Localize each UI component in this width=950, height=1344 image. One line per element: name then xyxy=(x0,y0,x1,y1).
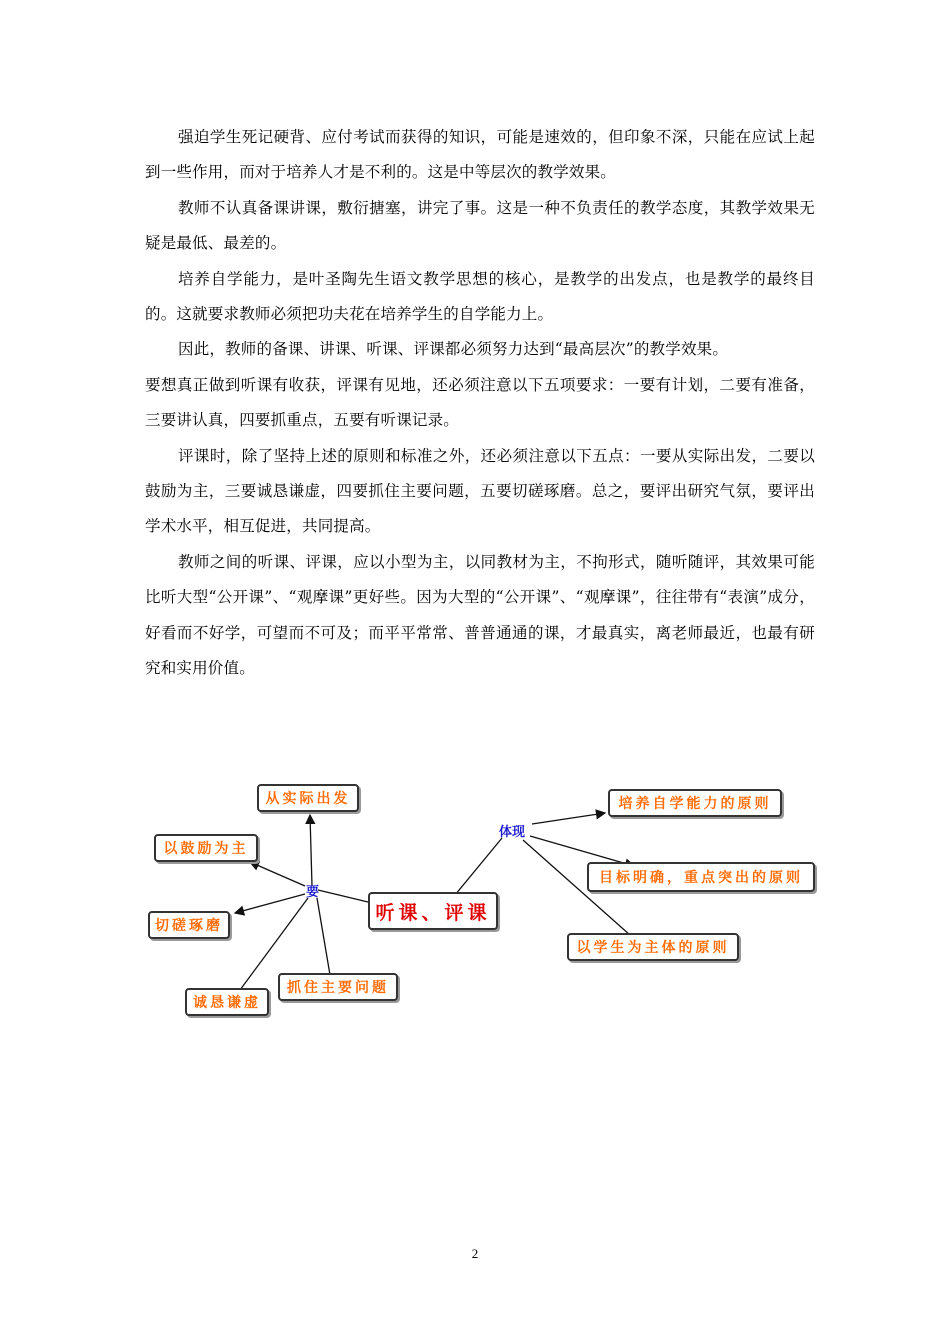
paragraph: 评课时，除了坚持上述的原则和标准之外，还必须注意以下五点：一要从实际出发，二要以鼓励为主，三要诚恳谦虚，四要抓住主要问题，五要切磋琢磨。总之，要评出研究气氛，要评出学术水平，相互促进，共同提高。 xyxy=(145,446,815,536)
paragraph: 强迫学生死记硬背、应付考试而获得的知识，可能是速效的，但印象不深，只能在应试上起到一些作用，而对于培养人才是不利的。这是中等层次的教学效果。 xyxy=(145,128,815,182)
right-hub-label: 体现 xyxy=(499,825,526,840)
center-node: 听课、评课 xyxy=(368,892,498,930)
paragraph: 培养自学能力，是叶圣陶先生语文教学思想的核心，是教学的出发点，也是教学的最终目的。这就要求教师必须把功夫花在培养学生的自学能力上。 xyxy=(145,269,815,324)
node-sincere-modest: 诚恳谦虚 xyxy=(185,988,269,1016)
paragraph: 因此，教师的备课、讲课、听课、评课都必须努力达到“最高层次”的教学效果。 xyxy=(178,340,729,359)
paragraph: 要想真正做到听课有收获，评课有见地，还必须注意以下五项要求：一要有计划，二要有准备，三要讲认真，四要抓重点，五要有听课记录。 xyxy=(145,375,815,430)
left-hub-label: 要 xyxy=(306,885,320,900)
paragraph: 教师不认真备课讲课，敷衍搪塞，讲完了事。这是一种不负责任的教学态度，其教学效果无疑是最低、最差的。 xyxy=(145,198,815,253)
node-clear-goals-principle: 目标明确，重点突出的原则 xyxy=(587,862,815,892)
node-discussion: 切磋琢磨 xyxy=(148,911,230,939)
node-self-study-principle: 培养自学能力的原则 xyxy=(608,789,782,817)
node-encouragement: 以鼓励为主 xyxy=(154,834,258,862)
node-main-problems: 抓住主要问题 xyxy=(278,973,398,1001)
node-from-reality: 从实际出发 xyxy=(257,784,359,812)
paragraph: 教师之间的听课、评课，应以小型为主，以同教材为主，不拘形式，随听随评，其效果可能比听大型“公开课”、“观摩课”更好些。因为大型的“公开课”、“观摩课”，往往带有“表演”成分，好看而不好学，可望而不可及；而平平常常、普普通通的课，才最真实，离老师最近，也最有研究和实用价值。 xyxy=(145,552,815,678)
node-student-centered-principle: 以学生为主体的原则 xyxy=(567,933,739,961)
page-number: 2 xyxy=(471,1246,479,1261)
mind-map xyxy=(140,770,830,1030)
body-text xyxy=(145,120,815,687)
